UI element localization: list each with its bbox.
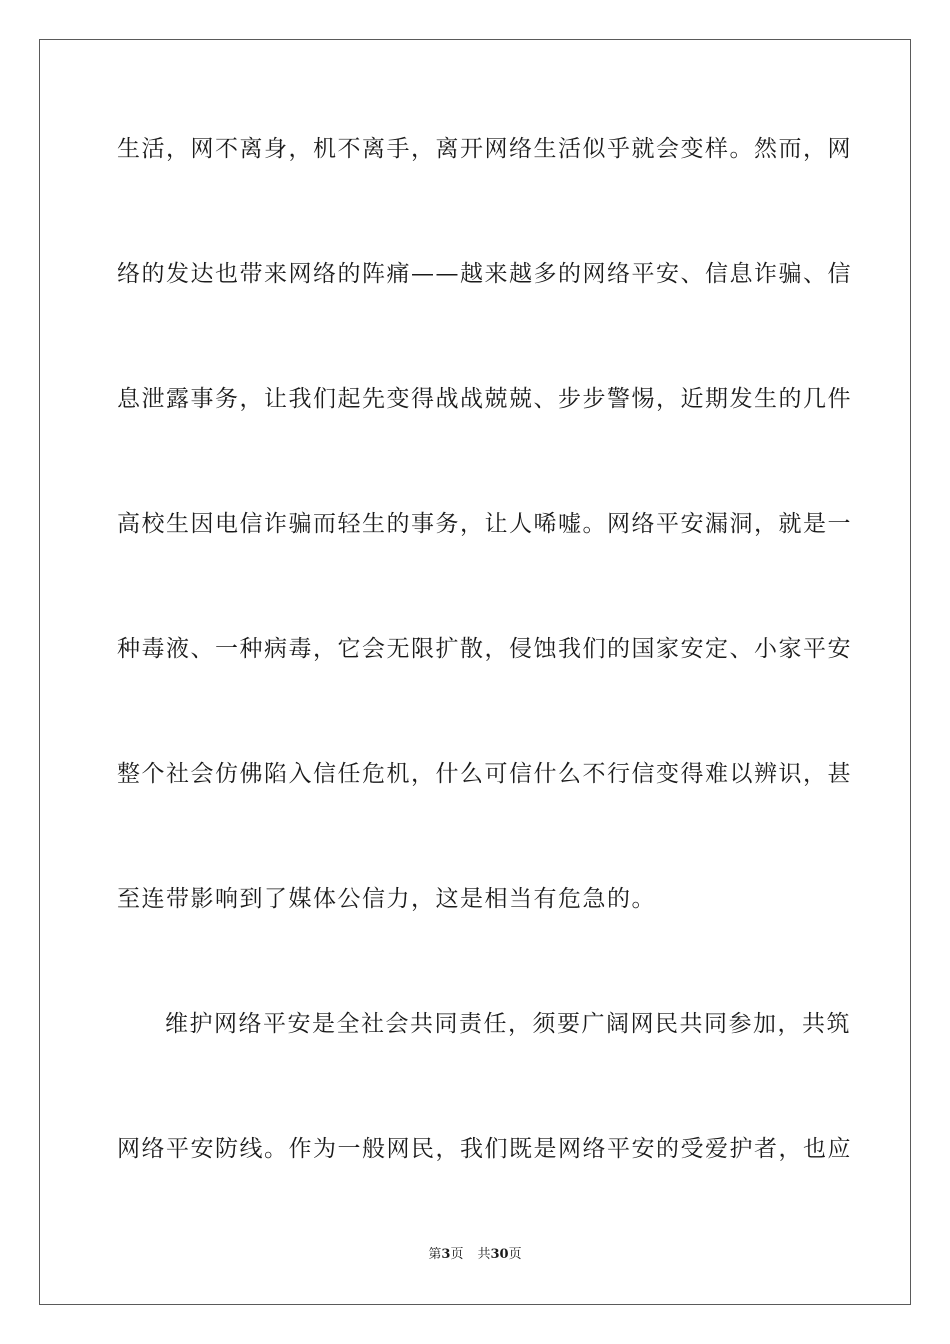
text-line: 息泄露事务，让我们起先变得战战兢兢、步步警惕，近期发生的几件 xyxy=(117,386,852,412)
page-footer xyxy=(0,1246,950,1264)
text-line: 网络平安防线。作为一般网民，我们既是网络平安的受爱护者，也应 xyxy=(117,1136,852,1162)
page-prefix: 第 xyxy=(428,1247,442,1262)
page-number: 3 xyxy=(441,1247,451,1262)
total-prefix: 共 xyxy=(477,1247,491,1262)
page-suffix: 页 xyxy=(450,1247,464,1262)
total-pages: 30 xyxy=(490,1247,509,1262)
page-border xyxy=(39,39,911,1305)
text-line: 生活，网不离身，机不离手，离开网络生活似乎就会变样。然而，网 xyxy=(117,136,852,162)
text-line: 维护网络平安是全社会共同责任，须要广阔网民共同参加，共筑 xyxy=(165,1011,851,1037)
text-line: 种毒液、一种病毒，它会无限扩散，侵蚀我们的国家安定、小家平安 xyxy=(117,636,852,662)
total-suffix: 页 xyxy=(508,1247,522,1262)
text-line: 高校生因电信诈骗而轻生的事务，让人唏嘘。网络平安漏洞，就是一 xyxy=(117,511,852,537)
text-line: 整个社会仿佛陷入信任危机，什么可信什么不行信变得难以辨识，甚 xyxy=(117,761,852,787)
text-line: 至连带影响到了媒体公信力，这是相当有危急的。 xyxy=(117,886,656,912)
text-line: 络的发达也带来网络的阵痛——越来越多的网络平安、信息诈骗、信 xyxy=(117,261,852,287)
